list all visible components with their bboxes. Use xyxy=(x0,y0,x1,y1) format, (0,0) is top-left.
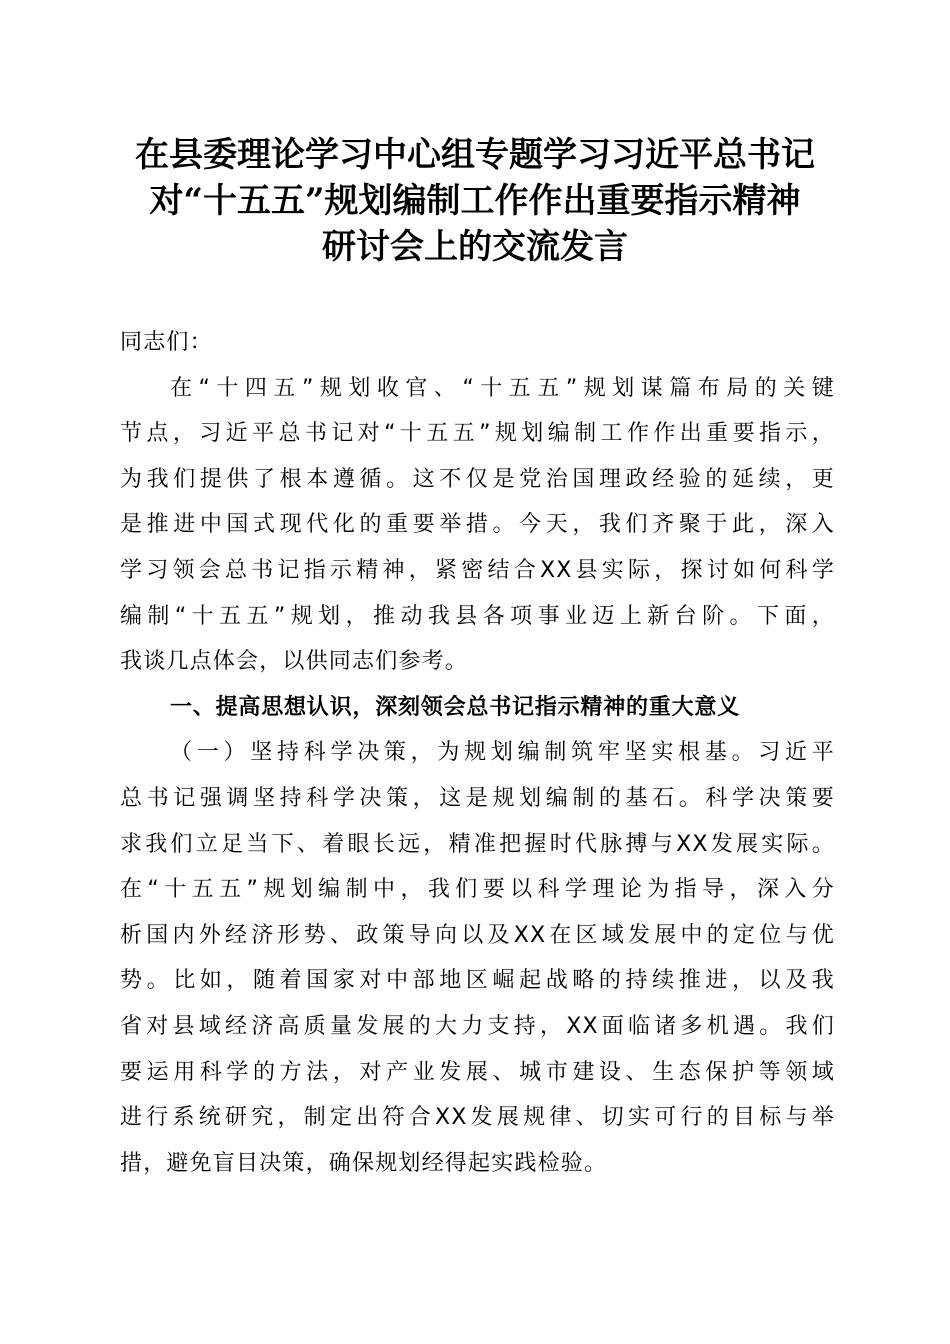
subsection-line: 总书记强调坚持科学决策，这是规划编制的基石。科学决策要 xyxy=(120,785,835,811)
subsection-line: 在“十五五”规划编制中，我们要以科学理论为指导，深入分 xyxy=(120,877,835,903)
subsection-line: 势。比如，随着国家对中部地区崛起战略的持续推进，以及我 xyxy=(120,968,835,994)
intro-line: 学习领会总书记指示精神，紧密结合XX县实际，探讨如何科学 xyxy=(120,557,835,583)
subsection-line: 要运用科学的方法，对产业发展、城市建设、生态保护等领域 xyxy=(120,1059,835,1085)
intro-line: 我谈几点体会，以供同志们参考。 xyxy=(120,649,469,675)
intro-line: 编制“十五五”规划，推动我县各项事业迈上新台阶。下面， xyxy=(120,603,835,629)
subsection-line: 措，避免盲目决策，确保规划经得起实践检验。 xyxy=(120,1150,608,1176)
subsection-line: 进行系统研究，制定出符合XX发展规律、切实可行的目标与举 xyxy=(120,1105,835,1131)
intro-line: 是推进中国式现代化的重要举措。今天，我们齐聚于此，深入 xyxy=(120,512,835,538)
document-body xyxy=(120,320,835,1186)
title-line: 对“十五五”规划编制工作作出重要指示精神 xyxy=(149,181,801,221)
subsection-line: 省对县域经济高质量发展的大力支持，XX面临诸多机遇。我们 xyxy=(120,1013,835,1039)
section-heading: 一、提高思想认识，深刻领会总书记指示精神的重大意义 xyxy=(170,694,741,720)
intro-line: 节点，习近平总书记对“十五五”规划编制工作作出重要指示， xyxy=(120,421,835,447)
subsection-line: （一）坚持科学决策，为规划编制筑牢坚实根基。习近平 xyxy=(170,740,835,766)
document-title xyxy=(80,132,870,270)
title-line: 研讨会上的交流发言 xyxy=(322,227,628,267)
subsection-line: 析国内外经济形势、政策导向以及XX在区域发展中的定位与优 xyxy=(120,922,835,948)
title-line: 在县委理论学习中心组专题学习习近平总书记 xyxy=(135,135,815,175)
salutation: 同志们： xyxy=(120,330,213,355)
intro-line: 在“十四五”规划收官、“十五五”规划谋篇布局的关键 xyxy=(170,375,835,401)
subsection-line: 求我们立足当下、着眼长远，精准把握时代脉搏与XX发展实际。 xyxy=(120,831,835,857)
intro-line: 为我们提供了根本遵循。这不仅是党治国理政经验的延续，更 xyxy=(120,466,835,492)
